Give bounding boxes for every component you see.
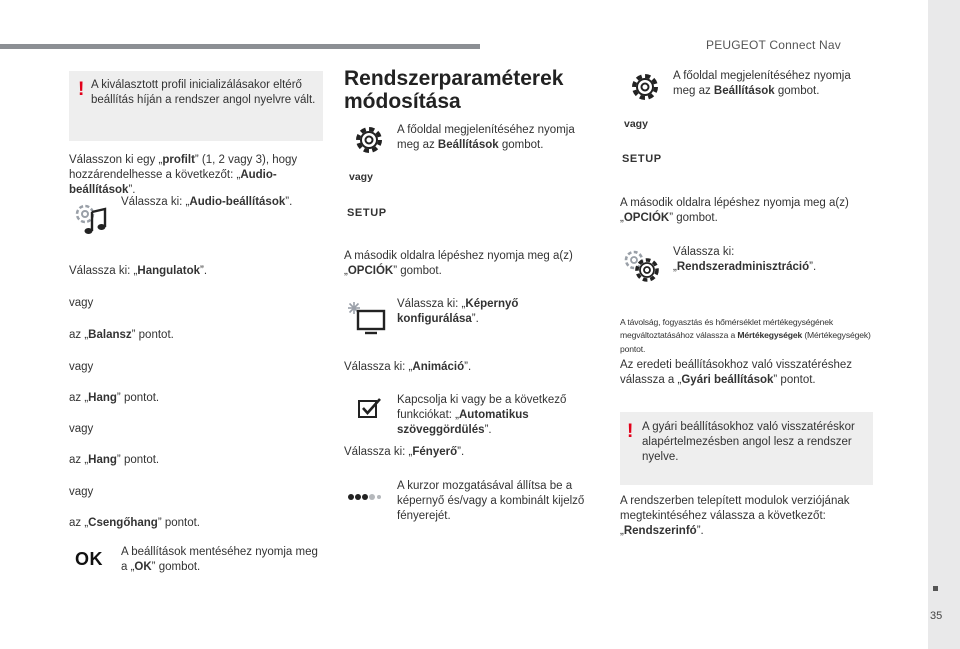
units-text: A távolság, fogyasztás és hőmérséklet mértékegységének megváltoztatásához válassza a Mértékegységek (Mértékegységek) pontot.: [620, 317, 871, 354]
profile-paragraph: Válasszon ki egy „profilt” (1, 2 vagy 3), hogy hozzárendelhesse a következőt: „Audio-beállítások”.: [69, 154, 298, 197]
or-text-setup: vagy: [349, 171, 373, 183]
or-text-4: vagy: [69, 486, 94, 498]
checkbox-icon: [357, 396, 383, 420]
or-text-3: vagy: [69, 423, 94, 435]
animation-line: Válassza ki: „Animáció”.: [344, 361, 472, 373]
brightness-dots-icon: [347, 492, 381, 502]
warning-box: [69, 71, 323, 141]
setup-button-label-2: SETUP: [622, 153, 662, 165]
factory-warning-text: A gyári beállításokhoz való visszatéréskor alapértelmezésben angol lesz a rendszer nyelve.: [642, 421, 855, 464]
options-text-2: A második oldalra lépéshez nyomja meg a(z) „OPCIÓK” gombot.: [620, 197, 849, 225]
header-rule: [0, 44, 480, 49]
or-text-1: vagy: [69, 297, 94, 309]
page-number: 35: [930, 610, 943, 622]
running-header: PEUGEOT Connect Nav: [706, 38, 841, 52]
ambience-line: Válassza ki: „Hangulatok”.: [69, 265, 208, 277]
section-title: Rendszerparaméterek módosítása: [344, 67, 564, 113]
or-text-2: vagy: [69, 361, 94, 373]
admin-text: Válassza ki: „Rendszeradminisztráció”.: [673, 246, 817, 274]
ok-save-text: A beállítások mentéséhez nyomja meg a „OK” gombot.: [121, 546, 318, 574]
balance-line: az „Balansz” pontot.: [69, 329, 174, 341]
warning-icon: !: [78, 79, 85, 100]
cursor-text: A kurzor mozgatásával állítsa be a képernyő és/vagy a kombinált kijelző fényerejét.: [397, 480, 585, 523]
audio-settings-text: Válassza ki: „Audio-beállítások”.: [121, 196, 293, 208]
brightness-line: Válassza ki: „Fényerő”.: [344, 446, 465, 458]
auto-scroll-text: Kapcsolja ki vagy be a következő funkciókat: „Automatikus szöveggördülés”.: [397, 394, 567, 437]
settings-gear-icon: [352, 123, 386, 157]
factory-settings-text: Az eredeti beállításokhoz való visszatéréshez válassza a „Gyári beállítások” pontot.: [620, 359, 853, 387]
system-info-text: A rendszerben telepített modulok verziójának megtekintéséhez válassza a következőt: „Rendszerinfó”.: [620, 495, 850, 538]
settings-button-text-2: A főoldal megjelenítéséhez nyomja meg az Beállítások gombot.: [673, 70, 851, 98]
audio-settings-icon: [72, 200, 112, 238]
warning-icon-2: !: [627, 421, 634, 442]
page-edge-bar: [928, 0, 960, 649]
setup-button-label: SETUP: [347, 207, 387, 219]
factory-warning-box: [620, 412, 873, 485]
ok-button-label: OK: [75, 549, 103, 569]
page-marker: [933, 586, 938, 591]
screen-config-icon: [345, 300, 387, 336]
or-text-setup-2: vagy: [624, 118, 648, 130]
sound-line-1: az „Hang” pontot.: [69, 392, 160, 404]
screen-config-text: Válassza ki: „Képernyő konfigurálása”.: [397, 298, 519, 326]
settings-gear-icon-2: [628, 70, 662, 104]
ringtone-line: az „Csengőhang” pontot.: [69, 517, 201, 529]
admin-gears-icon: [622, 248, 664, 286]
options-text: A második oldalra lépéshez nyomja meg a(z) „OPCIÓK” gombot.: [344, 250, 573, 278]
warning-text: A kiválasztott profil inicializálásakor eltérő beállítás híján a rendszer angol nyelvre vált.: [91, 79, 316, 107]
settings-button-text: A főoldal megjelenítéséhez nyomja meg az Beállítások gombot.: [397, 124, 575, 152]
sound-line-2: az „Hang” pontot.: [69, 454, 160, 466]
